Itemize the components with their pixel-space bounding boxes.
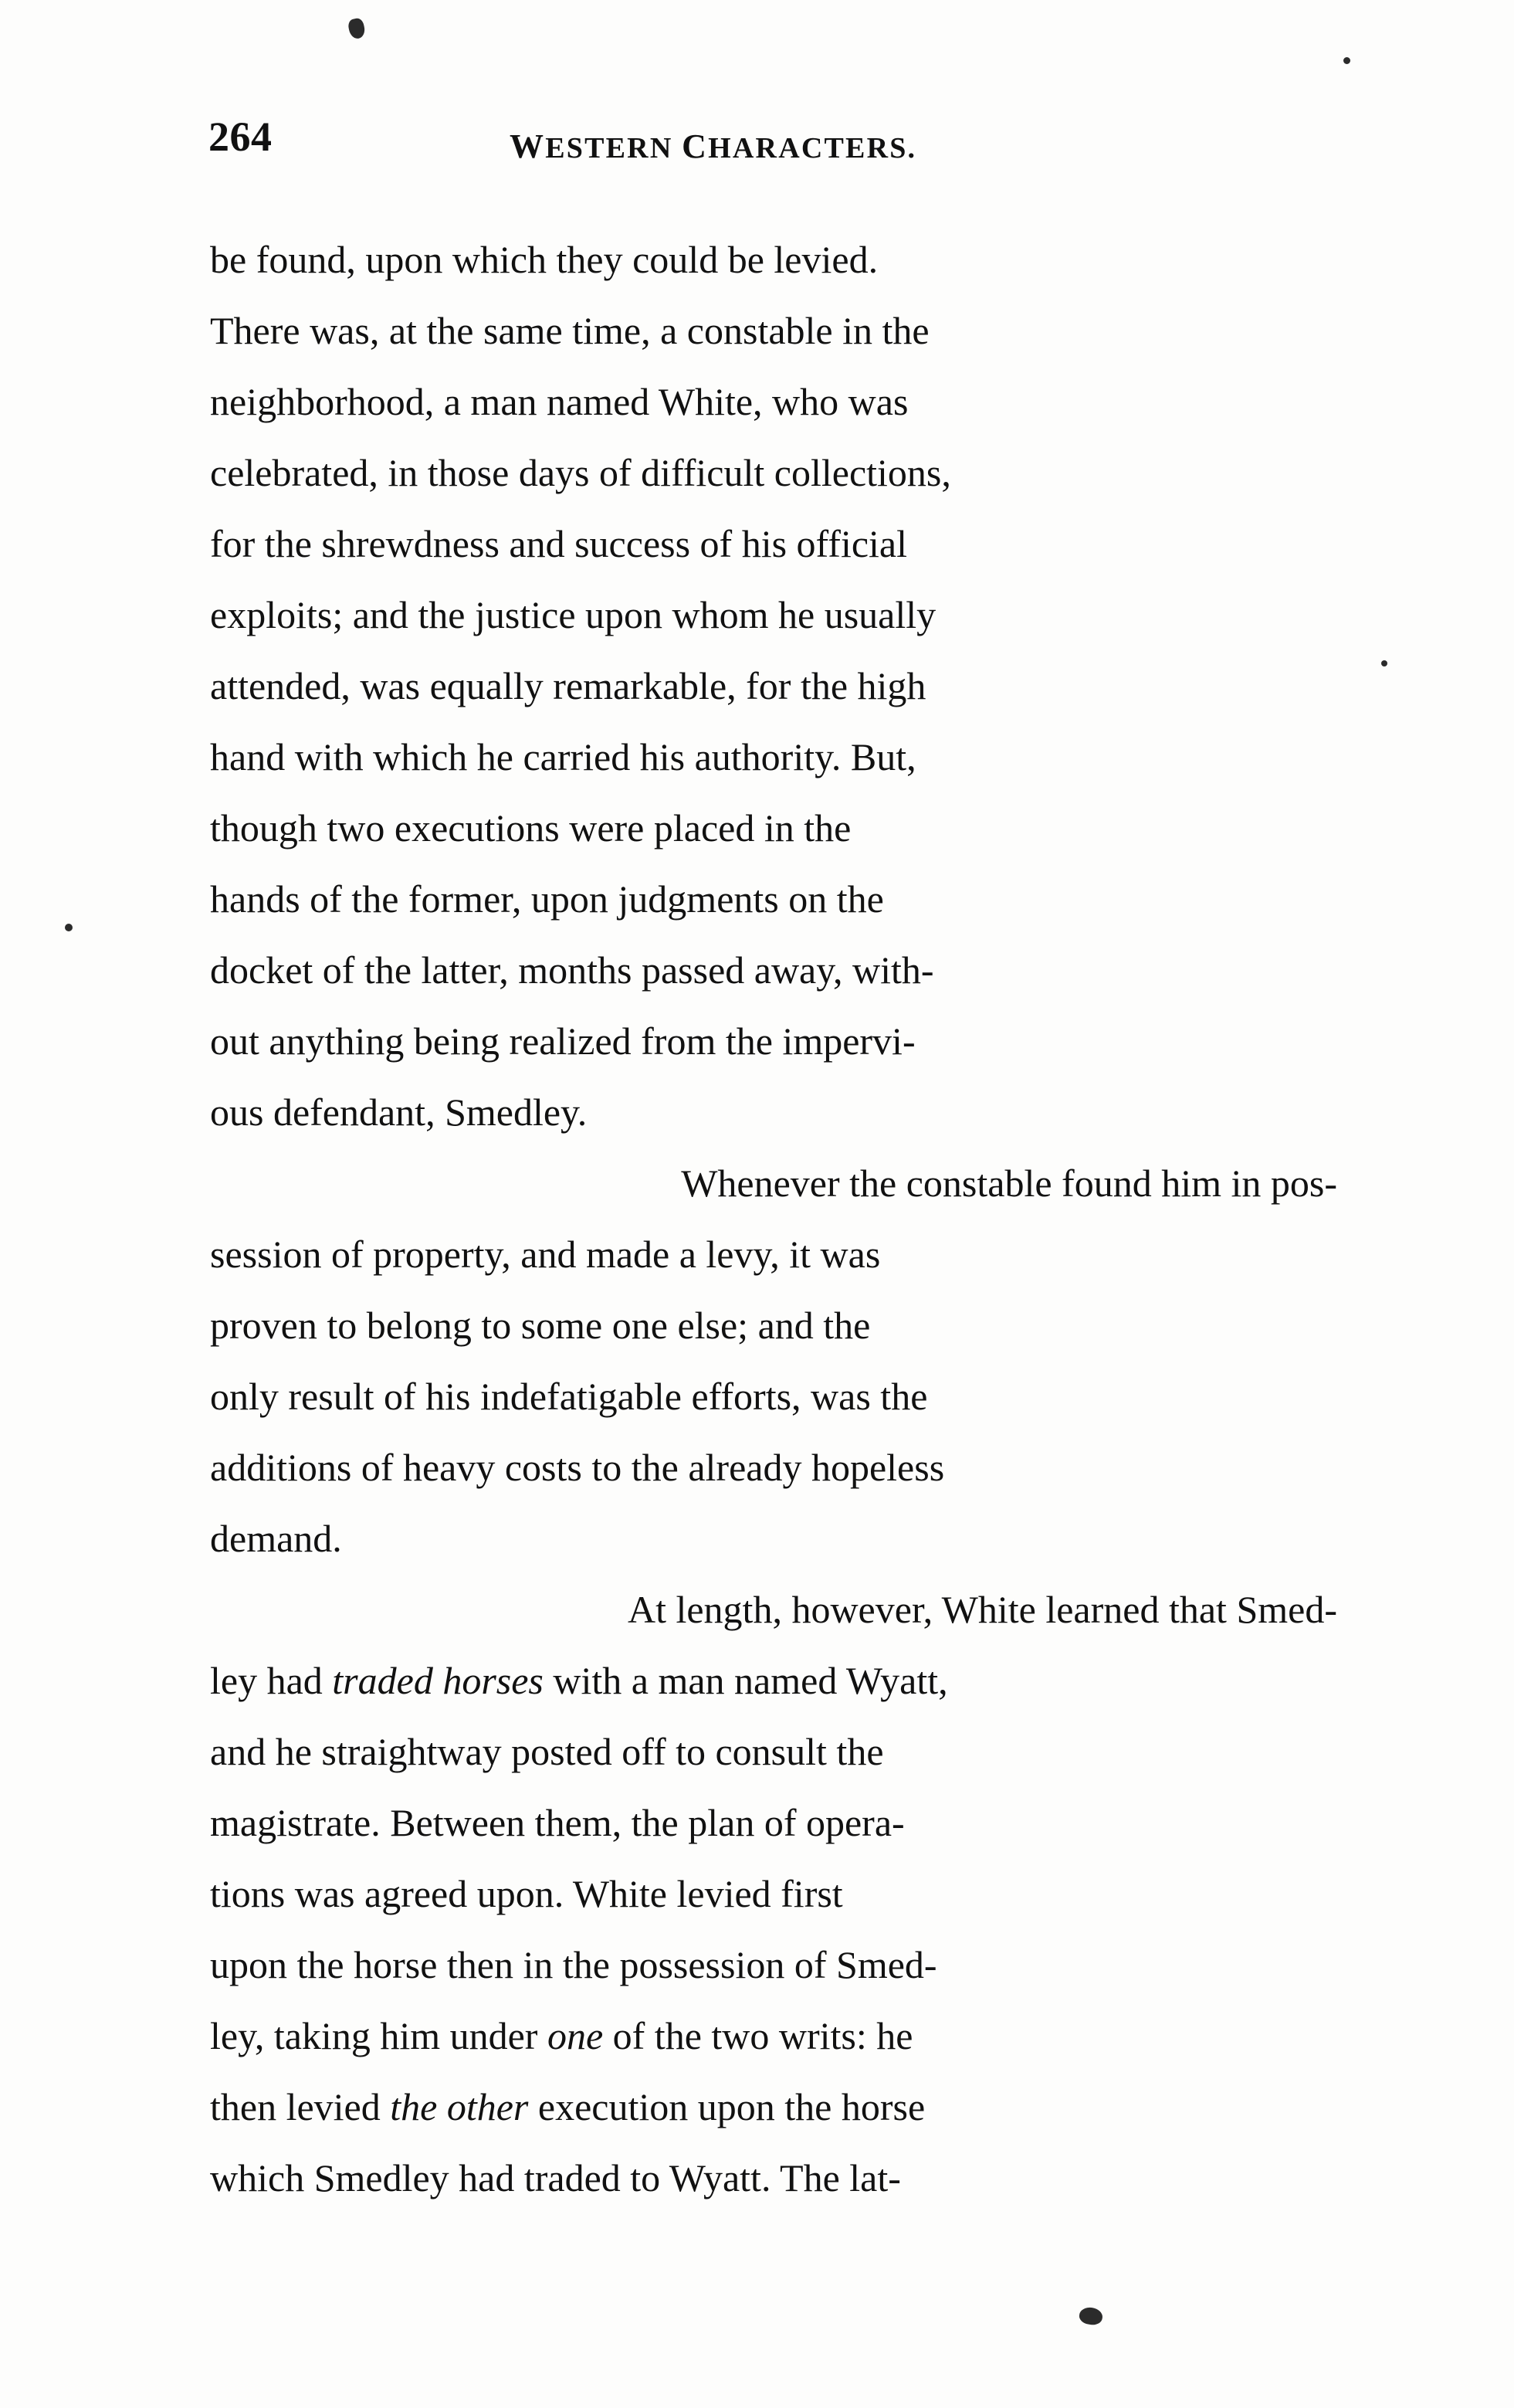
- text-line: [210, 1006, 1337, 1077]
- text-line: [210, 508, 1337, 579]
- running-head-initial-w: W: [510, 127, 546, 165]
- text-line: [210, 1645, 1337, 1716]
- line-text: magistrate. Between them, the plan of opera-: [210, 1801, 905, 1844]
- line-text: then levied the other execution upon the horse: [210, 2085, 926, 2128]
- text-line: [210, 1219, 1337, 1290]
- paragraph: [210, 1148, 1337, 1574]
- text-line: [210, 1361, 1337, 1432]
- text-line: [210, 437, 1337, 508]
- paragraph: [210, 1574, 1337, 2213]
- scan-speck-icon: [1381, 660, 1387, 666]
- scan-speck-icon: [65, 924, 73, 931]
- paragraph-indent: [210, 1148, 253, 1219]
- page-header: [208, 116, 1289, 170]
- line-text: upon the horse then in the possession of Smed-: [210, 1943, 937, 1986]
- text-line: [210, 2142, 1337, 2213]
- text-line: [210, 1716, 1337, 1787]
- line-text: hand with which he carried his authority. But,: [210, 735, 916, 778]
- text-line: [210, 934, 1337, 1006]
- text-line: [210, 1787, 1337, 1858]
- text-line: [210, 1290, 1337, 1361]
- running-head: [510, 127, 916, 166]
- body-text: [210, 224, 1337, 2213]
- text-line: [210, 1574, 1337, 1645]
- text-line: ous defendant, Smedley.: [210, 1090, 588, 1134]
- line-text: which Smedley had traded to Wyatt. The lat-: [210, 2156, 901, 2199]
- paragraph: [210, 224, 1337, 1148]
- italic-phrase-the-other: the other: [390, 2085, 529, 2128]
- line-text: out anything being realized from the impervi-: [210, 1019, 916, 1063]
- text-line: [210, 1432, 1337, 1503]
- line-text: only result of his indefatigable efforts, was the: [210, 1375, 928, 1418]
- line-text: ley, taking him under one of the two writs: he: [210, 2014, 913, 2057]
- text-line: [210, 366, 1337, 437]
- line-text: be found, upon which they could be levied.: [210, 238, 879, 281]
- text-line: [210, 224, 1337, 295]
- line-text: session of property, and made a levy, it was: [210, 1233, 881, 1276]
- text-line: [210, 1858, 1337, 1929]
- line-text: docket of the latter, months passed away, with-: [210, 948, 934, 992]
- line-text: ley had traded horses with a man named Wyatt,: [210, 1659, 948, 1702]
- line-text: proven to belong to some one else; and the: [210, 1304, 871, 1347]
- text-line: [210, 2000, 1337, 2071]
- text-line: demand.: [210, 1517, 342, 1560]
- text-line: [210, 721, 1337, 792]
- page-number: 264: [208, 114, 273, 160]
- line-text: though two executions were placed in the: [210, 806, 852, 850]
- text-line: [210, 1929, 1337, 2000]
- paragraph-indent: [210, 1574, 253, 1645]
- running-head-characters: HARACTERS.: [708, 132, 917, 164]
- line-text: tions was agreed upon. White levied first: [210, 1872, 843, 1915]
- scan-speck-icon: [347, 17, 367, 40]
- running-head-initial-c: C: [682, 127, 709, 165]
- running-head-western: ESTERN: [545, 132, 682, 164]
- line-text: celebrated, in those days of difficult collections,: [210, 451, 951, 494]
- text-line: [210, 863, 1337, 934]
- scan-speck-icon: [1079, 2306, 1104, 2326]
- text-line: [210, 650, 1337, 721]
- line-text: attended, was equally remarkable, for the high: [210, 664, 926, 707]
- line-text: There was, at the same time, a constable in the: [210, 309, 930, 352]
- text-line: [210, 2071, 1337, 2142]
- line-text: Whenever the constable found him in pos-: [681, 1162, 1337, 1205]
- line-text: additions of heavy costs to the already hopeless: [210, 1446, 945, 1489]
- italic-phrase-traded-horses: traded horses: [332, 1659, 544, 1702]
- line-text: and he straightway posted off to consult the: [210, 1730, 884, 1773]
- line-text: neighborhood, a man named White, who was: [210, 380, 909, 423]
- text-line: [210, 295, 1337, 366]
- line-text: hands of the former, upon judgments on the: [210, 877, 884, 921]
- line-text: for the shrewdness and success of his official: [210, 522, 908, 565]
- line-text: At length, however, White learned that Smed-: [627, 1588, 1337, 1631]
- italic-word-one: one: [547, 2014, 604, 2057]
- text-line: [210, 579, 1337, 650]
- text-line: [210, 1148, 1337, 1219]
- line-text: exploits; and the justice upon whom he usually: [210, 593, 937, 636]
- text-line: [210, 792, 1337, 863]
- scan-speck-icon: [1343, 57, 1350, 64]
